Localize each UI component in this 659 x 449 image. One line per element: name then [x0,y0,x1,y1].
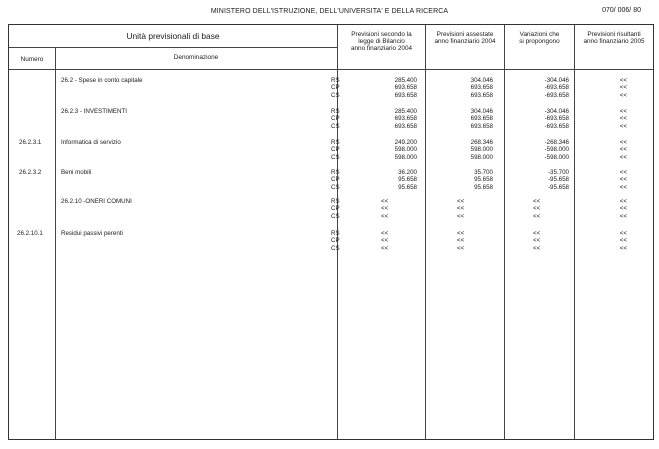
page-code: 070/ 006/ 80 [602,7,641,14]
row-assestate: 304.046 693.658 693.658 [470,108,493,130]
row-numero: 26.2.10.1 [17,230,43,237]
row-variazioni: -35.700 -95.658 -95.658 [548,169,569,191]
divider-numero [55,47,56,439]
row-bilancio: 249.200 598.000 598.000 [394,139,417,161]
row-denominazione: Residui passivi perenti [61,230,123,237]
row-risultanti: << << << [619,169,627,191]
row-types: RS CP CS [331,139,340,161]
row-assestate: 268.346 598.000 598.000 [470,139,493,161]
row-risultanti: << << << [619,77,627,99]
row-assestate: 35.700 95.658 95.658 [474,169,493,191]
col-variazioni: Variazioni che si propongono [519,31,560,45]
row-variazioni: << << << [533,230,541,252]
row-bilancio: << << << [381,230,389,252]
row-denominazione: 26.2 - Spese in conto capitale [61,77,143,84]
row-assestate: 304.046 693.658 693.658 [470,77,493,99]
row-bilancio: 36.200 95.658 95.658 [398,169,417,191]
row-types: RS CP CS [331,108,340,130]
row-types: RS CP CS [331,198,340,220]
divider-header-bottom [9,69,653,70]
col-numero: Numero [20,56,44,63]
row-variazioni: << << << [533,198,541,220]
row-variazioni: -304.046 -693.658 -693.658 [544,108,569,130]
row-bilancio: 285.400 693.658 693.658 [394,108,417,130]
row-risultanti: << << << [619,108,627,130]
row-risultanti: << << << [619,230,627,252]
row-numero: 26.2.3.1 [19,139,42,146]
row-denominazione: 26.2.3 - INVESTIMENTI [61,108,128,115]
row-variazioni: -268.346 -598.000 -598.000 [544,139,569,161]
row-denominazione: Informatica di servizio [61,139,121,146]
row-assestate: << << << [457,230,465,252]
row-bilancio: << << << [381,198,389,220]
budget-table [8,24,654,440]
row-assestate: << << << [457,198,465,220]
divider-subheader [9,47,337,48]
row-types: RS CP CS [331,77,340,99]
divider-bilancio [425,25,426,439]
col-prev-risultanti: Previsioni risultanti anno finanziario 2005 [583,31,645,45]
row-variazioni: -304.046 -693.658 -693.658 [544,77,569,99]
row-denominazione: Beni mobili [61,169,92,176]
col-prev-bilancio: Previsioni secondo la legge di Bilancio anno finanziario 2004 [350,31,413,52]
row-numero: 26.2.3.2 [19,169,42,176]
row-risultanti: << << << [619,198,627,220]
group-header: Unità previsionali di base [126,31,220,41]
col-prev-assestate: Previsioni assestate anno finanziario 2004 [434,31,496,45]
col-denominazione: Denominazione [173,54,219,61]
row-bilancio: 285.400 693.658 693.658 [394,77,417,99]
row-types: RS CP CS [331,230,340,252]
divider-assestate [504,25,505,439]
row-denominazione: 26.2.10 -ONERI COMUNI [61,198,132,205]
ministry-header: MINISTERO DELL'ISTRUZIONE, DELL'UNIVERSITA' E DELLA RICERCA [210,8,449,15]
row-risultanti: << << << [619,139,627,161]
row-types: RS CP CS [331,169,340,191]
